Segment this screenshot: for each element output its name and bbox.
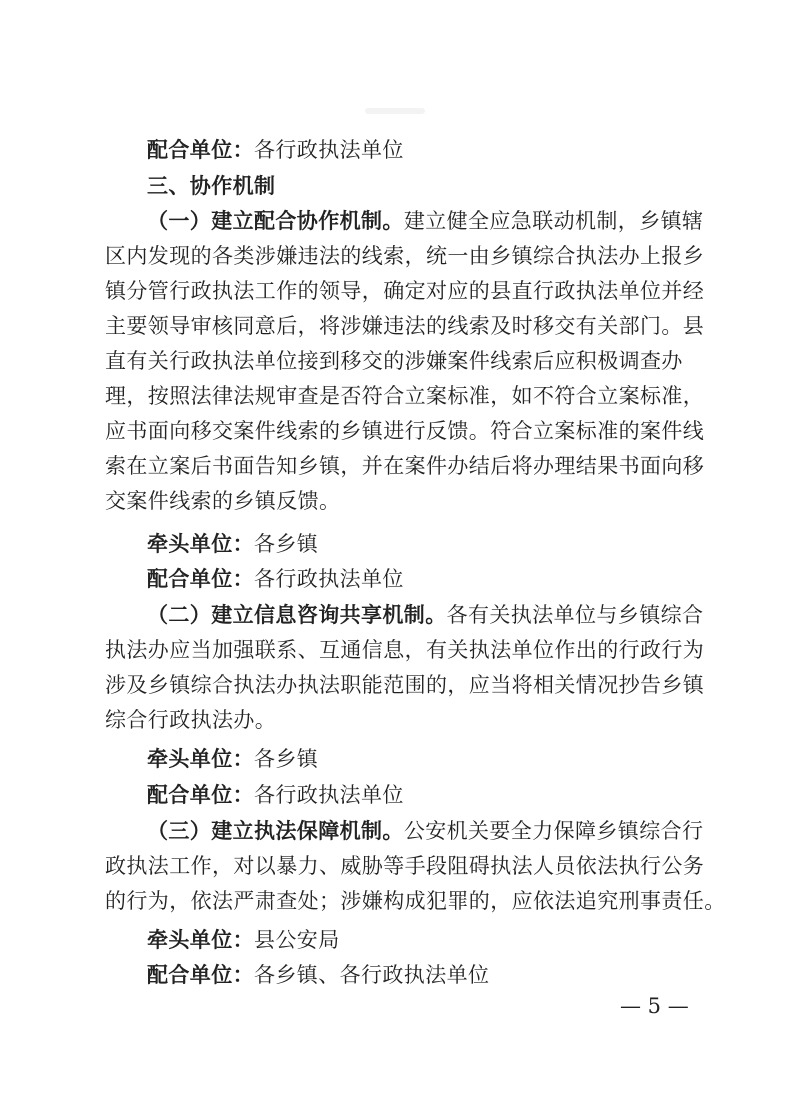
scan-mark: [365, 108, 425, 114]
cooperating-units-line-4: 配合单位：各乡镇、各行政执法单位: [147, 963, 490, 987]
para1-line-8: 索在立案后书面告知乡镇，并在案件办结后将办理结果书面向移: [105, 454, 705, 478]
para1-line-7: 应书面向移交案件线索的乡镇进行反馈。符合立案标准的案件线: [105, 419, 705, 443]
para3-line-2: 政执法工作，对以暴力、威胁等手段阻碍执法人员依法执行公务: [105, 854, 705, 878]
para2-line-4: 综合行政执法办。: [105, 708, 277, 732]
page-number: — 5 —: [620, 994, 689, 1018]
para3-line-1: （三）建立执法保障机制。公安机关要全力保障乡镇综合行: [147, 819, 704, 843]
para1-line-1: （一）建立配合协作机制。建立健全应急联动机制，乡镇辖: [147, 209, 704, 233]
para1-line-2: 区内发现的各类涉嫌违法的线索，统一由乡镇综合执法办上报乡: [105, 244, 705, 268]
para2-line-1: （二）建立信息咨询共享机制。各有关执法单位与乡镇综合: [147, 603, 704, 627]
para1-line-4: 主要领导审核同意后，将涉嫌违法的线索及时移交有关部门。县: [105, 314, 705, 338]
cooperating-units-line-3: 配合单位：各行政执法单位: [147, 783, 404, 807]
cooperating-units-line-1: 配合单位：各行政执法单位: [147, 138, 404, 162]
para2-line-3: 涉及乡镇综合执法办执法职能范围的，应当将相关情况抄告乡镇: [105, 673, 705, 697]
lead-unit-line-2: 牵头单位：各乡镇: [147, 747, 319, 771]
section-heading: 三、协作机制: [147, 174, 276, 198]
lead-unit-line-1: 牵头单位：各乡镇: [147, 532, 319, 556]
para1-line-3: 镇分管行政执法工作的领导，确定对应的县直行政执法单位并经: [105, 279, 705, 303]
para1-line-9: 交案件线索的乡镇反馈。: [105, 489, 341, 513]
cooperating-units-line-2: 配合单位：各行政执法单位: [147, 567, 404, 591]
para2-line-2: 执法办应当加强联系、互通信息，有关执法单位作出的行政行为: [105, 638, 705, 662]
lead-unit-line-3: 牵头单位：县公安局: [147, 928, 340, 952]
para3-line-3: 的行为，依法严肃查处；涉嫌构成犯罪的，应依法追究刑事责任。: [105, 889, 726, 913]
para1-line-6: 理，按照法律法规审查是否符合立案标准，如不符合立案标准，: [105, 384, 705, 408]
para1-line-5: 直有关行政执法单位接到移交的涉嫌案件线索后应积极调查办: [105, 349, 683, 373]
